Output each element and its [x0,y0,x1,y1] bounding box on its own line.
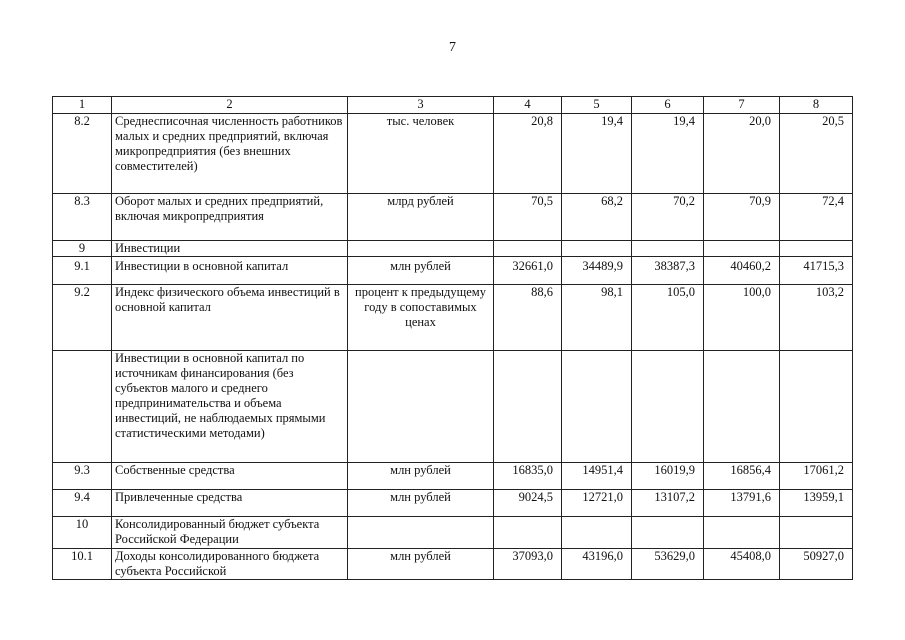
row-number-cell: 10.1 [53,549,112,580]
value-cell: 16019,9 [632,463,704,490]
unit-cell: млн рублей [348,490,494,517]
header-cell: 3 [348,97,494,114]
value-cell [494,351,562,463]
value-cell: 70,9 [704,194,780,241]
table-row [53,549,853,580]
table-row [53,114,853,194]
value-cell: 20,8 [494,114,562,194]
indicator-name-cell: Инвестиции [112,241,348,257]
value-cell: 17061,2 [780,463,853,490]
table-row [53,241,853,257]
value-cell: 34489,9 [562,257,632,285]
row-number-cell: 9.3 [53,463,112,490]
unit-cell [348,241,494,257]
value-cell [704,351,780,463]
value-cell: 13791,6 [704,490,780,517]
value-cell: 19,4 [632,114,704,194]
indicator-name-cell: Оборот малых и средних предприятий, включая микропредприятия [112,194,348,241]
header-cell: 7 [704,97,780,114]
value-cell: 13959,1 [780,490,853,517]
value-cell: 72,4 [780,194,853,241]
table-body [53,97,853,580]
row-number-cell [53,351,112,463]
header-cell: 2 [112,97,348,114]
value-cell: 9024,5 [494,490,562,517]
value-cell [494,241,562,257]
row-number-cell: 10 [53,517,112,549]
indicator-name-cell: Индекс физического объема инвестиций в основной капитал [112,285,348,351]
value-cell: 14951,4 [562,463,632,490]
indicator-name-cell: Привлеченные средства [112,490,348,517]
unit-cell: млрд рублей [348,194,494,241]
header-cell: 1 [53,97,112,114]
value-cell: 16835,0 [494,463,562,490]
value-cell: 45408,0 [704,549,780,580]
indicator-name-cell: Доходы консолидированного бюджета субъекта Российской [112,549,348,580]
value-cell: 68,2 [562,194,632,241]
value-cell: 43196,0 [562,549,632,580]
table-row [53,285,853,351]
indicator-name-cell: Собственные средства [112,463,348,490]
value-cell: 70,5 [494,194,562,241]
table-row [53,194,853,241]
value-cell: 37093,0 [494,549,562,580]
header-cell: 4 [494,97,562,114]
value-cell [632,517,704,549]
value-cell: 12721,0 [562,490,632,517]
indicator-name-cell: Консолидированный бюджет субъекта Российской Федерации [112,517,348,549]
indicator-name-cell: Инвестиции в основной капитал [112,257,348,285]
value-cell [704,517,780,549]
indicator-name-cell: Инвестиции в основной капитал по источникам финансирования (без субъектов малого и среднего предпринимательства и объема инвестиций, не наблюдаемых прямыми статистическими методами) [112,351,348,463]
value-cell: 20,0 [704,114,780,194]
value-cell [780,241,853,257]
row-number-cell: 9.2 [53,285,112,351]
value-cell: 105,0 [632,285,704,351]
row-number-cell: 8.2 [53,114,112,194]
value-cell: 41715,3 [780,257,853,285]
header-cell: 6 [632,97,704,114]
value-cell: 98,1 [562,285,632,351]
unit-cell: млн рублей [348,257,494,285]
header-row [53,97,853,114]
table-row [53,463,853,490]
value-cell: 32661,0 [494,257,562,285]
header-cell: 8 [780,97,853,114]
value-cell: 16856,4 [704,463,780,490]
table-row [53,257,853,285]
row-number-cell: 9.4 [53,490,112,517]
value-cell [562,517,632,549]
value-cell: 20,5 [780,114,853,194]
value-cell [562,351,632,463]
unit-cell [348,517,494,549]
indicator-name-cell: Среднесписочная численность работников малых и средних предприятий, включая микропредприятия (без внешних совместителей) [112,114,348,194]
value-cell [632,241,704,257]
value-cell: 50927,0 [780,549,853,580]
unit-cell: тыс. человек [348,114,494,194]
data-table [52,96,853,580]
table-row [53,517,853,549]
value-cell: 40460,2 [704,257,780,285]
value-cell: 53629,0 [632,549,704,580]
row-number-cell: 8.3 [53,194,112,241]
value-cell: 103,2 [780,285,853,351]
value-cell [704,241,780,257]
value-cell: 13107,2 [632,490,704,517]
unit-cell: процент к предыдущему году в сопоставимых ценах [348,285,494,351]
value-cell [780,351,853,463]
unit-cell: млн рублей [348,463,494,490]
value-cell [494,517,562,549]
value-cell: 88,6 [494,285,562,351]
value-cell: 70,2 [632,194,704,241]
value-cell: 19,4 [562,114,632,194]
value-cell [632,351,704,463]
row-number-cell: 9 [53,241,112,257]
value-cell [780,517,853,549]
value-cell: 38387,3 [632,257,704,285]
unit-cell [348,351,494,463]
unit-cell: млн рублей [348,549,494,580]
table-row [53,351,853,463]
table-row [53,490,853,517]
page-number: 7 [449,40,456,55]
value-cell: 100,0 [704,285,780,351]
header-cell: 5 [562,97,632,114]
row-number-cell: 9.1 [53,257,112,285]
value-cell [562,241,632,257]
